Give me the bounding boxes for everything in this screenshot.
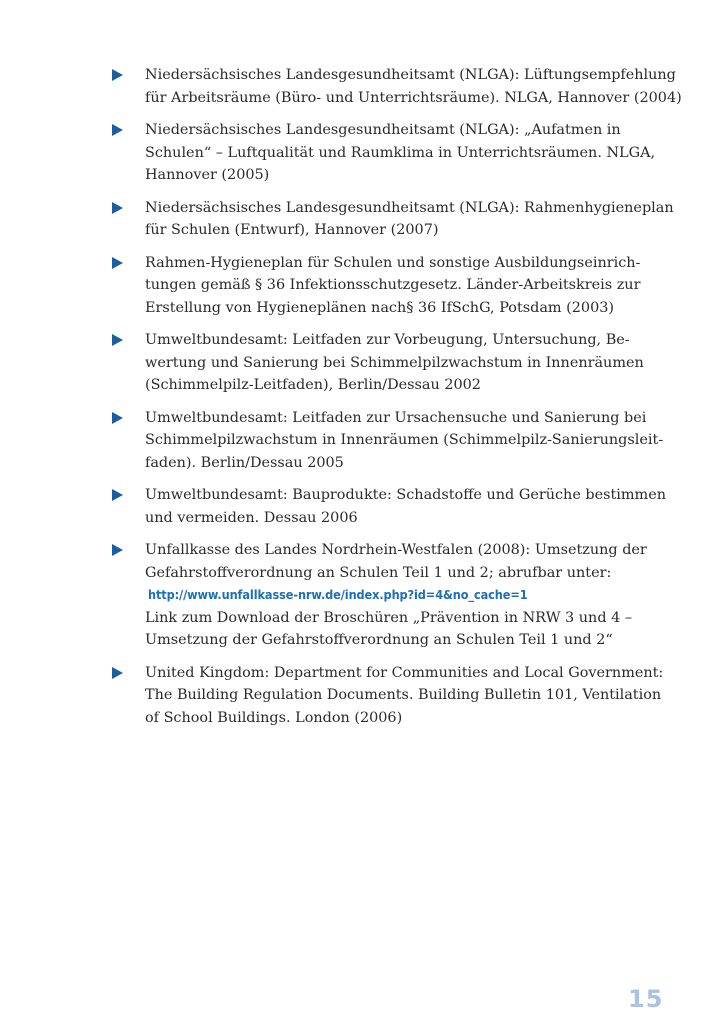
reference-text-line: für Arbeitsräume (Büro- und Unterrichtsräume). NLGA, Hannover (2004) bbox=[145, 89, 682, 106]
reference-text-line: Umsetzung der Gefahrstoffverordnung an Schulen Teil 1 und 2“ bbox=[145, 632, 613, 648]
page-number: 15 bbox=[628, 985, 664, 1013]
triangle-bullet-icon bbox=[112, 544, 123, 556]
reference-text-line: und vermeiden. Dessau 2006 bbox=[145, 509, 358, 526]
triangle-bullet-icon bbox=[112, 257, 123, 269]
reference-text-line: Umweltbundesamt: Leitfaden zur Ursachensuche und Sanierung bei bbox=[145, 409, 647, 426]
reference-text-line: of School Buildings. London (2006) bbox=[145, 709, 403, 726]
reference-text-line: Umweltbundesamt: Leitfaden zur Vorbeugung, Untersuchung, Be- bbox=[145, 332, 630, 348]
reference-item bbox=[0, 64, 728, 109]
reference-text-line: tungen gemäß § 36 Infektionsschutzgesetz. Länder-Arbeitskreis zur bbox=[145, 277, 641, 293]
reference-text-line: Umweltbundesamt: Bauprodukte: Schadstoffe und Gerüche bestimmen bbox=[145, 487, 666, 503]
reference-text-line: Unfallkasse des Landes Nordrhein-Westfalen (2008): Umsetzung der bbox=[145, 542, 647, 558]
triangle-bullet-icon bbox=[112, 202, 123, 214]
reference-text-line: Erstellung von Hygieneplänen nach§ 36 IfSchG, Potsdam (2003) bbox=[145, 299, 615, 316]
reference-text-line: wertung und Sanierung bei Schimmelpilzwachstum in Innenräumen bbox=[145, 354, 644, 371]
triangle-bullet-icon bbox=[112, 124, 123, 136]
reference-item bbox=[0, 484, 728, 529]
triangle-bullet-icon bbox=[112, 334, 123, 346]
reference-text-line: (Schimmelpilz-Leitfaden), Berlin/Dessau 2002 bbox=[145, 377, 481, 393]
reference-item bbox=[0, 329, 728, 397]
reference-item bbox=[0, 407, 728, 475]
reference-text-line: The Building Regulation Documents. Building Bulletin 101, Ventilation bbox=[145, 687, 662, 703]
triangle-bullet-icon bbox=[112, 69, 123, 81]
reference-item bbox=[0, 662, 728, 730]
reference-text-line: faden). Berlin/Dessau 2005 bbox=[145, 454, 344, 471]
reference-list bbox=[0, 64, 728, 739]
reference-text-line: Rahmen-Hygieneplan für Schulen und sonstige Ausbildungseinrich- bbox=[145, 254, 641, 271]
triangle-bullet-icon bbox=[112, 667, 123, 679]
reference-item bbox=[0, 539, 728, 652]
triangle-bullet-icon bbox=[112, 412, 123, 424]
reference-text-line: Niedersächsisches Landesgesundheitsamt (NLGA): „Aufatmen in bbox=[145, 122, 621, 138]
triangle-bullet-icon bbox=[112, 489, 123, 501]
reference-url-link[interactable]: http://www.unfallkasse-nrw.de/index.php?id=4&no_cache=1 bbox=[148, 587, 528, 602]
reference-text-line: United Kingdom: Department for Communities and Local Government: bbox=[145, 664, 664, 681]
reference-text-line: Hannover (2005) bbox=[145, 167, 270, 183]
reference-text-line: Gefahrstoffverordnung an Schulen Teil 1 und 2; abrufbar unter: bbox=[145, 564, 612, 581]
reference-item bbox=[0, 119, 728, 187]
reference-text-line: Niedersächsisches Landesgesundheitsamt (NLGA): Rahmenhygieneplan bbox=[145, 199, 674, 216]
reference-text-line: Schimmelpilzwachstum in Innenräumen (Schimmelpilz-Sanierungsleit- bbox=[145, 432, 664, 448]
reference-text-line: Niedersächsisches Landesgesundheitsamt (NLGA): Lüftungsempfehlung bbox=[145, 67, 676, 83]
reference-item bbox=[0, 197, 728, 242]
reference-text-line: für Schulen (Entwurf), Hannover (2007) bbox=[145, 222, 439, 238]
reference-text-line: Link zum Download der Broschüren „Prävention in NRW 3 und 4 – bbox=[145, 609, 633, 626]
reference-item bbox=[0, 252, 728, 320]
reference-text-line: Schulen“ – Luftqualität und Raumklima in Unterrichtsräumen. NLGA, bbox=[145, 144, 656, 161]
